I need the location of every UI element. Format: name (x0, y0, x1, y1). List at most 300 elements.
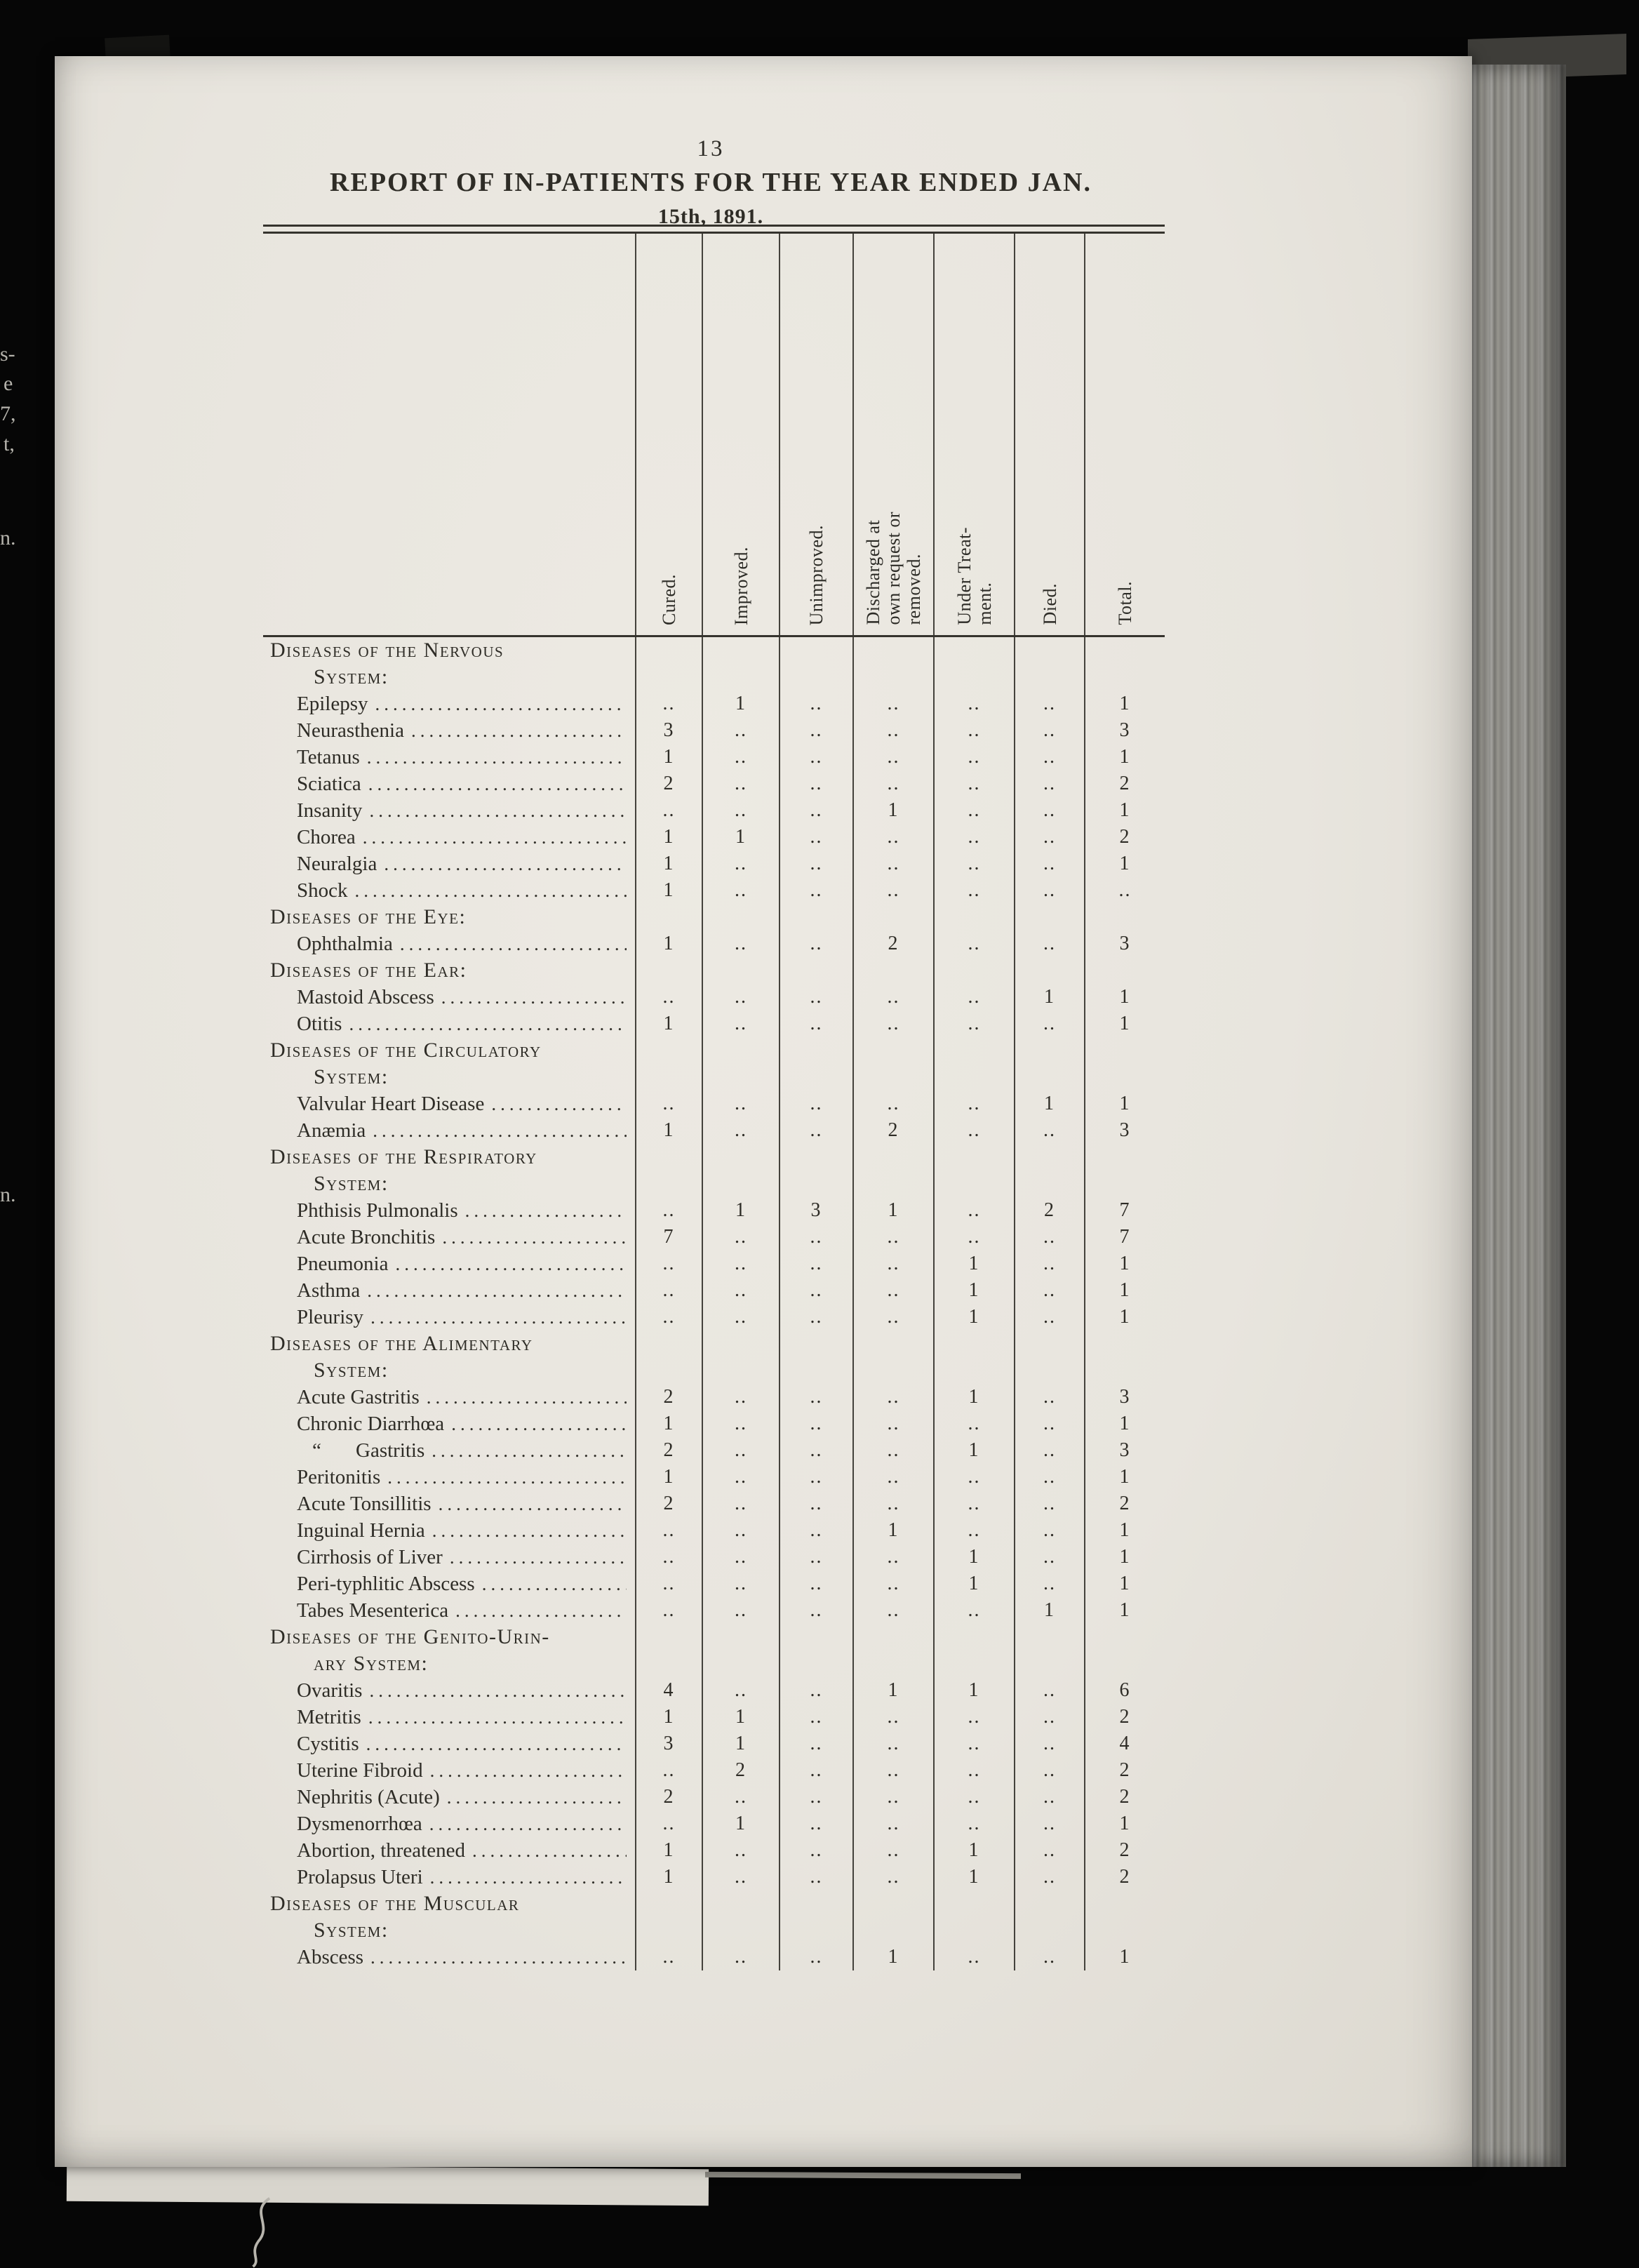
cell-value: 1 (635, 1464, 702, 1490)
cell-value: .. (933, 984, 1014, 1010)
cell-value (779, 637, 852, 664)
section-heading: System: (314, 1359, 389, 1382)
disease-label-cell (263, 1677, 635, 1704)
edge-text-fragment: t, (4, 432, 15, 455)
section-heading-row (263, 1064, 1165, 1090)
cell-value: 3 (1084, 1384, 1165, 1410)
cell-value: .. (702, 1570, 779, 1597)
cell-value: .. (933, 771, 1014, 797)
cell-value: .. (702, 1304, 779, 1330)
cell-value: .. (779, 1437, 852, 1464)
cell-value: .. (779, 1570, 852, 1597)
cell-value (635, 1624, 702, 1650)
cell-value: 1 (635, 930, 702, 957)
cell-value: .. (852, 850, 933, 877)
cell-value (933, 1330, 1014, 1357)
disease-label-cell (263, 1490, 635, 1517)
cell-value (933, 1890, 1014, 1917)
disease-label: Cirrhosis of Liver (297, 1546, 443, 1568)
disease-row (263, 930, 1165, 957)
cell-value: 1 (933, 1250, 1014, 1277)
cell-value: 1 (1084, 1944, 1165, 1970)
cell-value (635, 637, 702, 664)
disease-label-cell (263, 1517, 635, 1544)
cell-value: .. (702, 930, 779, 957)
cell-value: 1 (1084, 1304, 1165, 1330)
cell-value: 1 (1084, 1570, 1165, 1597)
cell-value: .. (933, 1117, 1014, 1144)
cell-value (1084, 1650, 1165, 1677)
disease-label: Ovaritis (297, 1679, 363, 1702)
cell-value: 1 (933, 1384, 1014, 1410)
cell-value (933, 1037, 1014, 1064)
cell-value (933, 1650, 1014, 1677)
cell-value: 2 (1084, 771, 1165, 797)
cell-value: .. (1014, 1810, 1084, 1837)
cell-value: .. (852, 1757, 933, 1784)
cell-value: .. (1014, 1117, 1084, 1144)
cell-value: .. (779, 771, 852, 797)
disease-row (263, 1597, 1165, 1624)
cell-value (933, 1144, 1014, 1170)
disease-label: Anæmia (297, 1119, 366, 1142)
cell-value: .. (635, 984, 702, 1010)
leader-dots (370, 1304, 627, 1330)
disease-row (263, 1864, 1165, 1890)
cell-value (852, 664, 933, 691)
cell-value (1084, 1917, 1165, 1944)
cell-value: .. (852, 877, 933, 904)
disease-row (263, 1117, 1165, 1144)
cell-value: 1 (1014, 984, 1084, 1010)
cell-value: 7 (1084, 1224, 1165, 1250)
cell-value: .. (852, 1384, 933, 1410)
cell-value: .. (1014, 1410, 1084, 1437)
disease-label-cell (263, 1224, 635, 1250)
cell-value: 6 (1084, 1677, 1165, 1704)
disease-row (263, 1437, 1165, 1464)
cell-value (933, 1357, 1014, 1384)
disease-label-cell (263, 1464, 635, 1490)
disease-row (263, 1784, 1165, 1810)
column-header-label: Under Treat- ment. (954, 527, 995, 625)
cell-value: .. (1014, 1250, 1084, 1277)
cell-value: 1 (702, 1197, 779, 1224)
disease-label: Tetanus (297, 746, 360, 768)
cell-value: 4 (635, 1677, 702, 1704)
cell-value (852, 1170, 933, 1197)
document-page (55, 56, 1472, 2167)
disease-row (263, 1464, 1165, 1490)
cell-value: .. (852, 1597, 933, 1624)
cell-value: 2 (1084, 1784, 1165, 1810)
cell-value (1014, 957, 1084, 984)
cell-value: 2 (635, 1490, 702, 1517)
leader-dots (368, 771, 627, 797)
under-page-edge-thin (705, 2172, 1021, 2179)
cell-value: 1 (635, 850, 702, 877)
cell-value (1014, 1357, 1084, 1384)
cell-value: .. (852, 1464, 933, 1490)
cell-value: .. (852, 1490, 933, 1517)
cell-value: .. (779, 1090, 852, 1117)
cell-value: .. (702, 1490, 779, 1517)
disease-label-cell (263, 877, 635, 904)
disease-label-cell (263, 1544, 635, 1570)
cell-value: .. (1014, 1010, 1084, 1037)
disease-row (263, 771, 1165, 797)
leader-dots (355, 877, 627, 904)
leader-dots (429, 1810, 627, 1837)
cell-value (1084, 957, 1165, 984)
disease-label: Ophthalmia (297, 933, 393, 955)
cell-value: 2 (635, 1437, 702, 1464)
cell-value: .. (779, 1304, 852, 1330)
disease-row (263, 691, 1165, 717)
disease-row (263, 797, 1165, 824)
cell-value (635, 1037, 702, 1064)
cell-value: 1 (1084, 1517, 1165, 1544)
cell-value: .. (852, 1437, 933, 1464)
column-header-label: Died. (1039, 583, 1060, 625)
disease-label: Insanity (297, 799, 363, 822)
cell-value: .. (933, 877, 1014, 904)
cell-value (1014, 1917, 1084, 1944)
cell-value: 3 (779, 1197, 852, 1224)
cell-value: 1 (1014, 1597, 1084, 1624)
section-heading-row (263, 1144, 1165, 1170)
section-heading-row (263, 957, 1165, 984)
cell-value: .. (702, 1517, 779, 1544)
cell-value (702, 1624, 779, 1650)
cell-value: .. (779, 797, 852, 824)
cell-value: .. (1014, 797, 1084, 824)
section-heading-row (263, 1890, 1165, 1917)
cell-value: .. (852, 1730, 933, 1757)
cell-value: 2 (852, 930, 933, 957)
cell-value: .. (702, 1090, 779, 1117)
disease-label-cell (263, 1784, 635, 1810)
cell-value: .. (779, 691, 852, 717)
cell-value: .. (779, 1544, 852, 1570)
leader-dots (373, 1117, 627, 1144)
column-header (635, 234, 702, 635)
disease-label: Acute Gastritis (297, 1386, 420, 1408)
cell-value: .. (1014, 1784, 1084, 1810)
cell-value: .. (852, 691, 933, 717)
disease-label-cell (263, 1570, 635, 1597)
leader-dots (363, 824, 627, 850)
cell-value: 1 (1084, 1410, 1165, 1437)
leader-dots (366, 1730, 627, 1757)
cell-value: .. (1014, 1837, 1084, 1864)
disease-label: Abortion, threatened (297, 1839, 465, 1862)
section-heading-row (263, 1650, 1165, 1677)
cell-value: 1 (1084, 797, 1165, 824)
leader-dots (450, 1544, 627, 1570)
cell-value: .. (1014, 1944, 1084, 1970)
report-title: REPORT OF IN-PATIENTS FOR THE YEAR ENDED JAN. (330, 168, 1092, 197)
cell-value: 1 (933, 1864, 1014, 1890)
cell-value: .. (1014, 1224, 1084, 1250)
cell-value: .. (702, 1944, 779, 1970)
cell-value: 2 (852, 1117, 933, 1144)
cell-value: 4 (1084, 1730, 1165, 1757)
cell-value: .. (1014, 930, 1084, 957)
cell-value: .. (852, 1090, 933, 1117)
disease-label-cell (263, 1944, 635, 1970)
cell-value (1084, 664, 1165, 691)
disease-label: Pleurisy (297, 1306, 364, 1328)
cell-value: .. (635, 1570, 702, 1597)
cell-value (1084, 1624, 1165, 1650)
under-page-edge (67, 2165, 709, 2206)
leader-dots (411, 717, 627, 744)
cell-value: .. (779, 1277, 852, 1304)
disease-label: Nephritis (Acute) (297, 1786, 440, 1808)
disease-label-cell (263, 1437, 635, 1464)
cell-value: .. (779, 1117, 852, 1144)
cell-value: .. (1014, 1864, 1084, 1890)
cell-value: .. (1014, 717, 1084, 744)
cell-value: .. (779, 1224, 852, 1250)
section-heading: Diseases of the Ear: (270, 959, 467, 982)
cell-value: .. (852, 1410, 933, 1437)
cell-value: 1 (702, 1704, 779, 1730)
cell-value: .. (702, 1010, 779, 1037)
cell-value: 1 (852, 797, 933, 824)
cell-value: 1 (933, 1677, 1014, 1704)
table-header-row (263, 234, 1165, 637)
cell-value: .. (779, 1704, 852, 1730)
leader-dots (442, 1224, 627, 1250)
cell-value (779, 957, 852, 984)
cell-value: .. (1084, 877, 1165, 904)
disease-row (263, 1570, 1165, 1597)
section-heading: Diseases of the Alimentary (270, 1332, 533, 1355)
section-heading-row (263, 1357, 1165, 1384)
cell-value: .. (933, 1784, 1014, 1810)
leader-dots (447, 1784, 627, 1810)
cell-value: 7 (635, 1224, 702, 1250)
cell-value: .. (635, 1277, 702, 1304)
cell-value: .. (852, 1224, 933, 1250)
cell-value: .. (779, 1517, 852, 1544)
cell-value: .. (852, 1810, 933, 1837)
disease-label: Uterine Fibroid (297, 1759, 423, 1782)
leader-dots (455, 1597, 627, 1624)
disease-label: Peri-typhlitic Abscess (297, 1573, 475, 1595)
cell-value (852, 1357, 933, 1384)
cell-value (852, 1064, 933, 1090)
cell-value (1084, 904, 1165, 930)
disease-label: Pneumonia (297, 1253, 389, 1275)
disease-row (263, 1944, 1165, 1970)
cell-value: 1 (933, 1437, 1014, 1464)
cell-value: .. (1014, 1437, 1084, 1464)
cell-value (779, 1144, 852, 1170)
cell-value: 3 (1084, 717, 1165, 744)
cell-value: .. (1014, 744, 1084, 771)
section-heading-row (263, 904, 1165, 930)
cell-value (702, 664, 779, 691)
disease-row (263, 1304, 1165, 1330)
column-header (1084, 234, 1165, 635)
disease-row (263, 1677, 1165, 1704)
cell-value: .. (635, 1544, 702, 1570)
cell-value: 1 (933, 1570, 1014, 1597)
cell-value: 1 (1084, 1010, 1165, 1037)
column-header (779, 234, 852, 635)
cell-value: .. (779, 1677, 852, 1704)
section-heading-row (263, 1037, 1165, 1064)
column-header-label: Cured. (659, 573, 679, 625)
cell-value: 1 (635, 1410, 702, 1437)
leader-dots (369, 1677, 627, 1704)
disease-label-cell (263, 771, 635, 797)
cell-value (852, 1650, 933, 1677)
cell-value: .. (779, 1250, 852, 1277)
cell-value: .. (702, 1410, 779, 1437)
disease-label-cell (263, 1597, 635, 1624)
cell-value (1014, 1144, 1084, 1170)
cell-value (635, 1064, 702, 1090)
cell-value (1014, 1170, 1084, 1197)
disease-label-cell (263, 1197, 635, 1224)
cell-value (702, 1890, 779, 1917)
cell-value: .. (1014, 1304, 1084, 1330)
leader-dots (432, 1437, 627, 1464)
cell-value: .. (635, 1090, 702, 1117)
cell-value: .. (852, 1250, 933, 1277)
disease-label: Mastoid Abscess (297, 986, 434, 1008)
cell-value: .. (702, 1277, 779, 1304)
cell-value: .. (933, 1757, 1014, 1784)
cell-value: 1 (933, 1837, 1014, 1864)
disease-label-cell (263, 717, 635, 744)
disease-row (263, 1010, 1165, 1037)
leader-dots (349, 1010, 627, 1037)
cell-value (779, 1357, 852, 1384)
cell-value: .. (779, 1384, 852, 1410)
cell-value (852, 1144, 933, 1170)
cell-value (702, 1144, 779, 1170)
cell-value: .. (702, 797, 779, 824)
cell-value: .. (1014, 1384, 1084, 1410)
table-body (263, 637, 1165, 1970)
cell-value: .. (1014, 1277, 1084, 1304)
book-page-edges (1472, 65, 1566, 2167)
edge-text-fragment: s- (0, 342, 15, 366)
disease-row (263, 1224, 1165, 1250)
disease-row (263, 1410, 1165, 1437)
cell-value: .. (852, 1784, 933, 1810)
section-heading-row (263, 637, 1165, 664)
cell-value (1014, 1624, 1084, 1650)
cell-value (1084, 1330, 1165, 1357)
disease-label-cell (263, 1810, 635, 1837)
leader-dots (451, 1410, 627, 1437)
cell-value (1014, 1890, 1084, 1917)
cell-value (779, 1624, 852, 1650)
section-heading: Diseases of the Genito-Urin- (270, 1625, 550, 1648)
cell-value (635, 1144, 702, 1170)
cell-value: .. (1014, 1490, 1084, 1517)
cell-value: .. (852, 1277, 933, 1304)
cell-value (1014, 637, 1084, 664)
leader-dots (430, 1864, 627, 1890)
leader-dots (439, 1490, 627, 1517)
cell-value (1084, 1890, 1165, 1917)
ditto-mark: “ (312, 1439, 321, 1462)
cell-value: 2 (635, 1784, 702, 1810)
cell-value: .. (779, 1864, 852, 1890)
disease-row (263, 717, 1165, 744)
table-top-rule (263, 225, 1165, 234)
cell-value (1084, 1037, 1165, 1064)
cell-value: .. (779, 824, 852, 850)
disease-label: Neurasthenia (297, 719, 404, 742)
cell-value: .. (779, 930, 852, 957)
disease-row (263, 877, 1165, 904)
cell-value (702, 1357, 779, 1384)
cell-value: 1 (702, 1810, 779, 1837)
cell-value: .. (933, 1517, 1014, 1544)
disease-row (263, 1517, 1165, 1544)
disease-label-cell (263, 824, 635, 850)
leader-dots (491, 1090, 627, 1117)
cell-value: .. (1014, 1570, 1084, 1597)
cell-value (852, 637, 933, 664)
disease-row (263, 1704, 1165, 1730)
section-heading: Diseases of the Nervous (270, 639, 504, 662)
cell-value: .. (933, 1730, 1014, 1757)
cell-value: .. (1014, 1677, 1084, 1704)
cell-value: .. (635, 1197, 702, 1224)
cell-value (702, 1064, 779, 1090)
leader-dots (367, 744, 627, 771)
cell-value: .. (933, 797, 1014, 824)
cell-value: .. (852, 1570, 933, 1597)
leader-dots (370, 1944, 627, 1970)
cell-value: 1 (635, 877, 702, 904)
cell-value: 1 (1084, 1810, 1165, 1837)
section-heading: System: (314, 1919, 389, 1942)
cell-value: .. (779, 744, 852, 771)
cell-value (933, 957, 1014, 984)
cell-value: .. (702, 717, 779, 744)
cell-value: .. (702, 744, 779, 771)
cell-value: .. (779, 1944, 852, 1970)
cell-value: .. (779, 1464, 852, 1490)
cell-value: .. (1014, 771, 1084, 797)
cell-value: .. (852, 1864, 933, 1890)
cell-value: 1 (933, 1304, 1014, 1330)
leader-dots (384, 850, 627, 877)
cell-value: 1 (933, 1544, 1014, 1570)
cell-value (702, 1037, 779, 1064)
cell-value (779, 1650, 852, 1677)
cell-value: .. (635, 1304, 702, 1330)
cell-value (635, 1650, 702, 1677)
cell-value (702, 957, 779, 984)
cell-value: 1 (702, 1730, 779, 1757)
disease-label: Epilepsy (297, 693, 368, 715)
cell-value: 1 (1014, 1090, 1084, 1117)
cell-value: .. (702, 1544, 779, 1570)
leader-dots (430, 1757, 627, 1784)
cell-value (1084, 1064, 1165, 1090)
